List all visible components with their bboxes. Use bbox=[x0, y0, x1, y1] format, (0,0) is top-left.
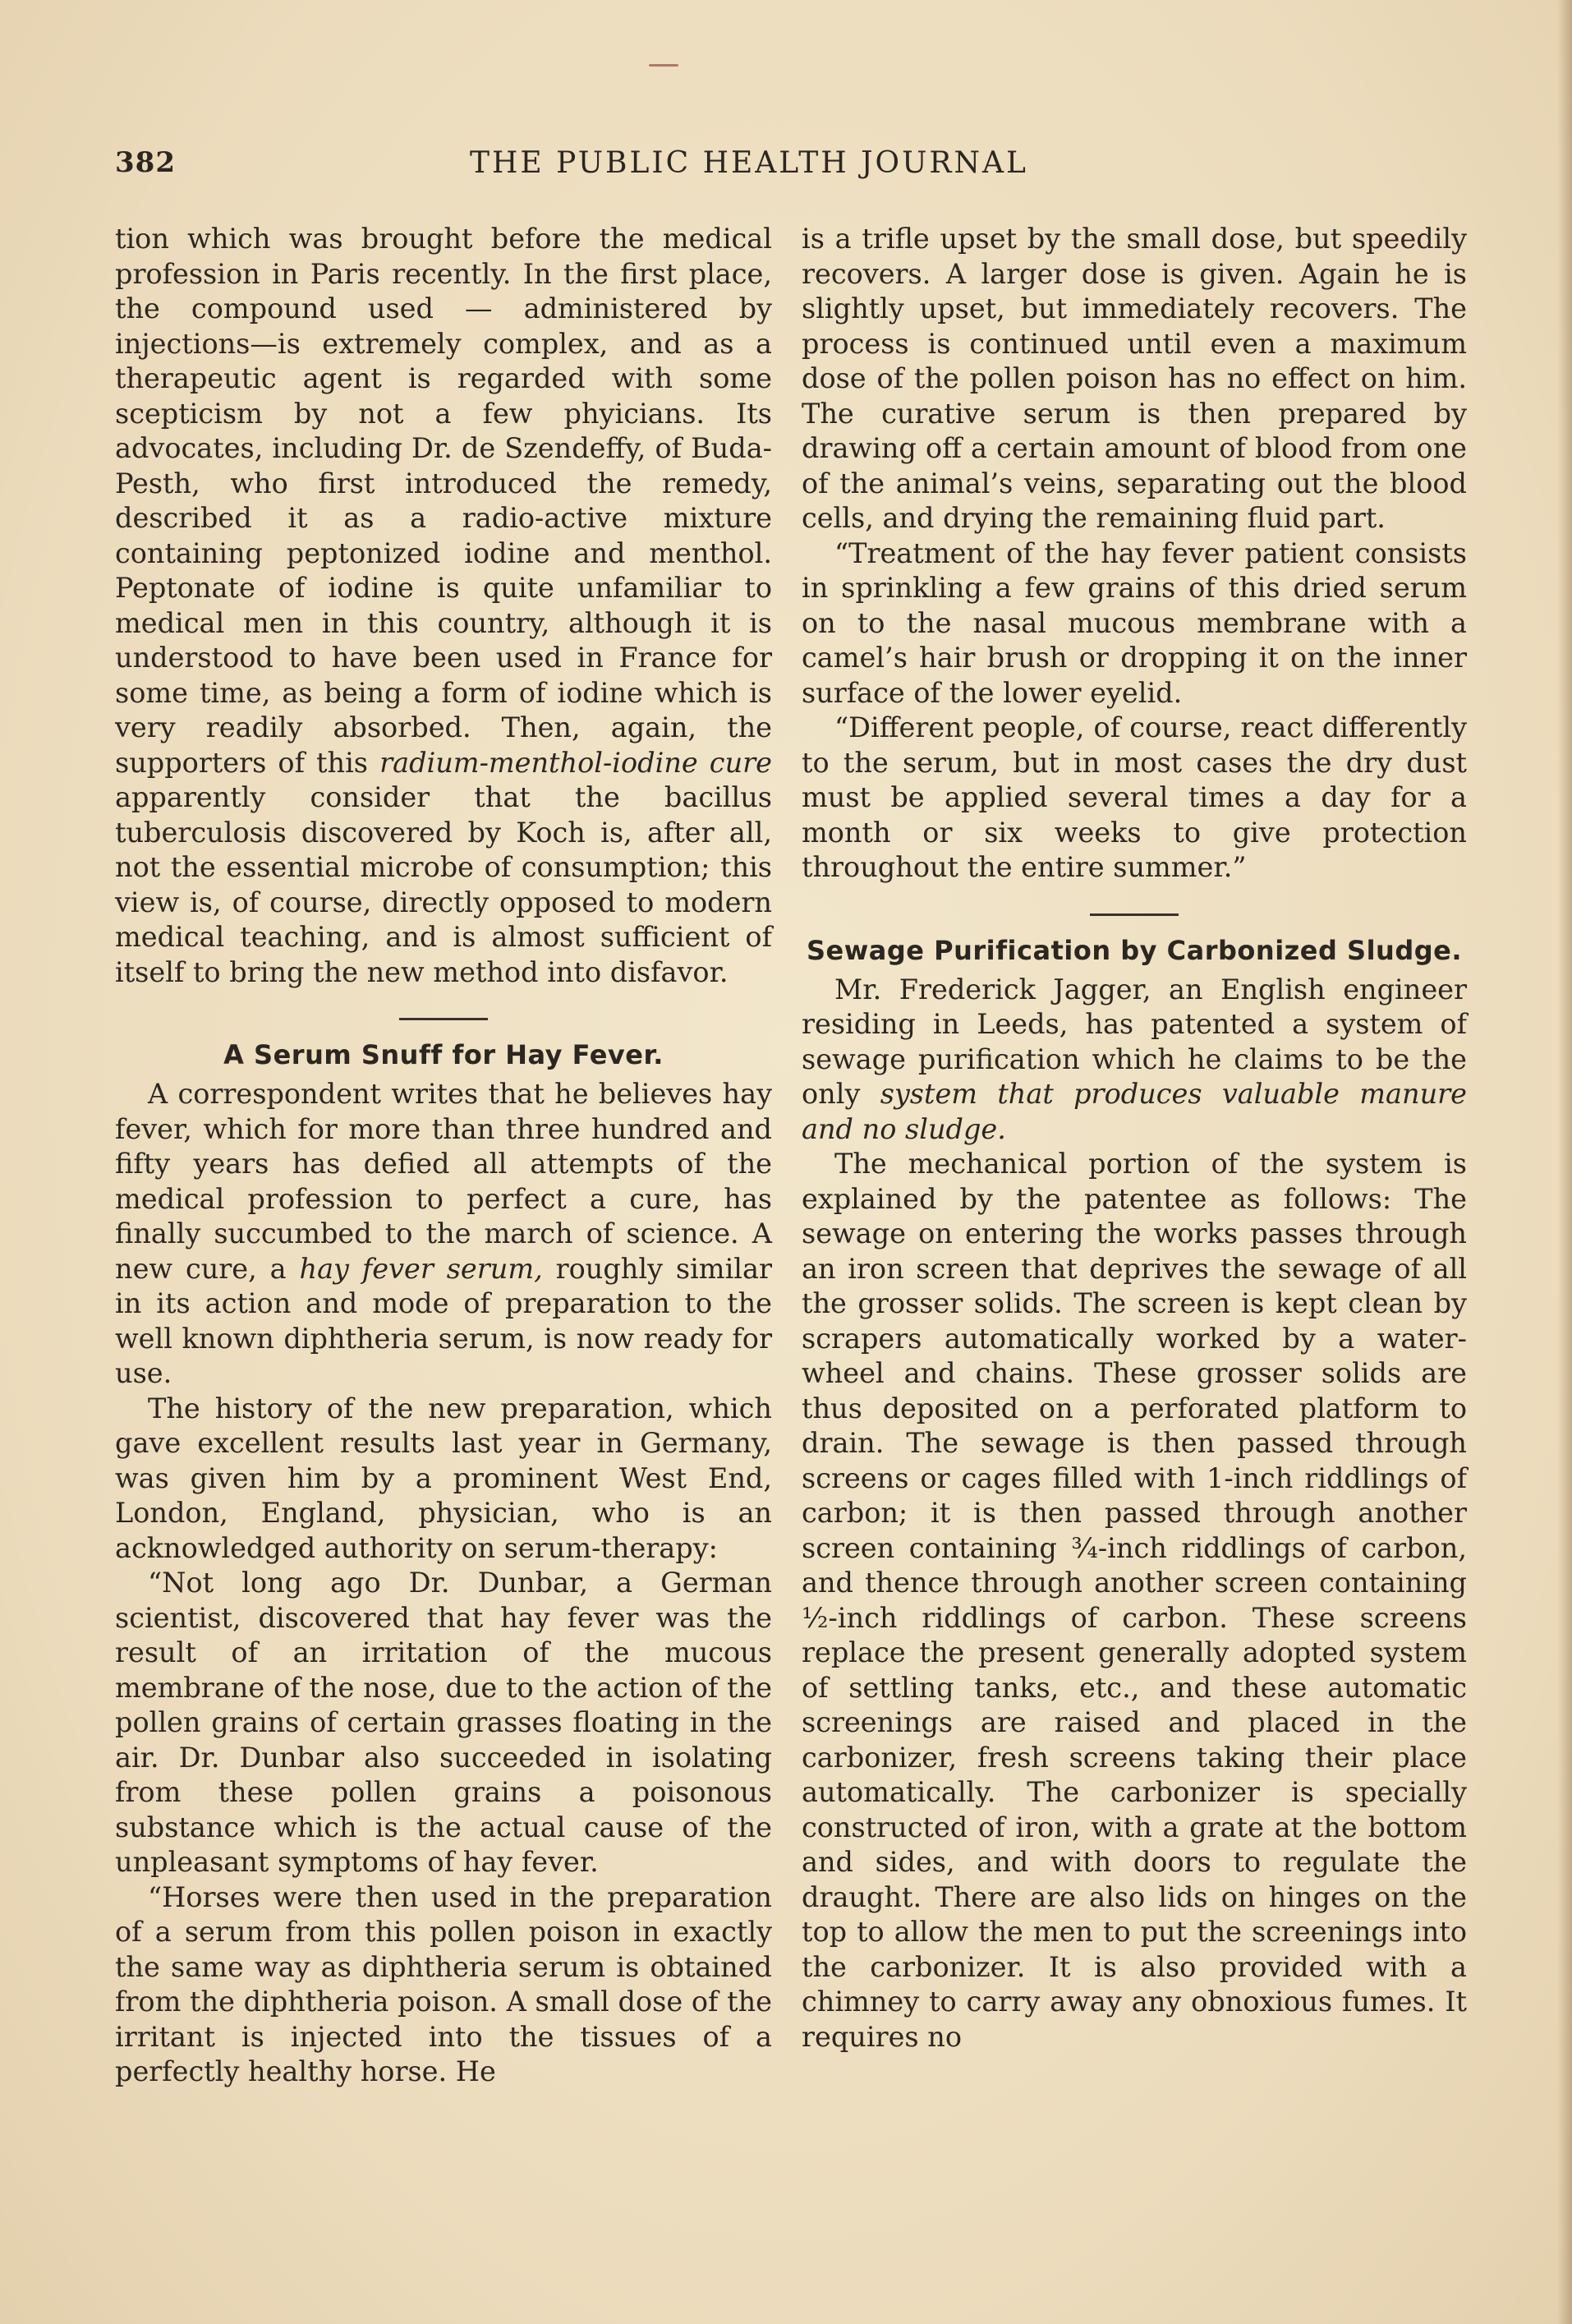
section-heading: Sewage Purification by Carbonized Sludge. bbox=[806, 934, 1462, 966]
right-column bbox=[802, 222, 1467, 2055]
italic-phrase: system that produces valuable manure and no sludge. bbox=[802, 1078, 1467, 1145]
section-heading: A Serum Snuff for Hay Fever. bbox=[223, 1039, 664, 1070]
paragraph: The mechanical portion of the system is explained by the patentee as follows: The sewage on entering the works passes through an iron screen that deprives the sewage of all the grosser solids. The screen is kept clean by scrapers automatically worked by a water-wheel and chains. These grosser solids are thus deposited on a perforated platform to drain. The sewage is then passed through screens or cages filled with 1-inch riddlings of carbon; it is then passed through another screen containing ¾-inch riddlings of carbon, and thence through another screen containing ½-inch riddlings of carbon. These screens replace the present generally adopted system of settling tanks, etc., and these automatic screenings are raised and placed in the carbonizer, fresh screens taking their place automatically. The carbonizer is specially constructed of iron, with a grate at the bottom and sides, and with doors to regulate the draught. There are also lids on hinges on the top to allow the men to put the screenings into the carbonizer. It is also provided with a chimney to carry away any obnoxious fumes. It requires no bbox=[802, 1148, 1467, 2053]
paragraph: The history of the new preparation, which gave excellent results last year in Germany, was given him by a prominent West End, London, England, physician, who is an acknowledged authority on serum-therapy: bbox=[115, 1392, 772, 1564]
section-divider bbox=[1090, 913, 1179, 916]
italic-phrase: radium-menthol-iodine cure bbox=[379, 746, 772, 779]
page-binding-shadow bbox=[1557, 0, 1572, 2324]
ink-mark bbox=[649, 64, 678, 67]
paragraph: “Horses were then used in the preparation of a serum from this pollen poison in exactly the same way as diphtheria serum is obtained from the diphtheria poison. A small dose of the irritant is injected into the tissues of a perfectly healthy horse. He bbox=[115, 1880, 772, 2087]
paragraph: is a trifle upset by the small dose, but speedily recovers. A larger dose is given. Again he is slightly upset, but immediately recovers. The process is continued until even a maximum dose of the pollen poison has no effect on him. The curative serum is then prepared by drawing off a certain amount of blood from one of the animal’s veins, separating out the blood cells, and drying the remaining fluid part. bbox=[802, 223, 1467, 534]
journal-title: THE PUBLIC HEALTH JOURNAL bbox=[470, 146, 1028, 180]
paragraph: tion which was brought before the medical profession in Paris recently. In the first place, the compound used — administered by injections—is extremely complex, and as a therapeutic agent is regarded with some scepticism by not a few phyicians. Its advocates, including Dr. de Szendeffy, of Buda-Pesth, who first introduced the remedy, described it as a radio-active mixture containing peptonized iodine and menthol. Peptonate of iodine is quite unfamiliar to medical men in this country, although it is understood to have been used in France for some time, as being a form of iodine which is very readily absorbed. Then, again, the supporters of this radium-menthol-iodine cure apparently consider that the bacillus tuberculosis discovered by Koch is, after all, not the essential microbe of consumption; this view is, of course, directly opposed to modern medical teaching, and is almost sufficient of itself to bring the new method into disfavor. bbox=[115, 223, 772, 988]
left-column bbox=[115, 222, 772, 2090]
paragraph: “Treatment of the hay fever patient consists in sprinkling a few grains of this dried serum on to the nasal mucous membrane with a camel’s hair brush or dropping it on the inner surface of the lower eyelid. bbox=[802, 536, 1467, 709]
paragraph: “Not long ago Dr. Dunbar, a German scientist, discovered that hay fever was the result of an irritation of the mucous membrane of the nose, due to the action of the pollen grains of certain grasses floating in the air. Dr. Dunbar also succeeded in isolating from these pollen grains a poisonous substance which is the actual cause of the unpleasant symptoms of hay fever. bbox=[115, 1567, 772, 1878]
paragraph: Mr. Frederick Jagger, an English engineer residing in Leeds, has patented a system of sewage purification which he claims to be the only system that produces valuable manure and no sludge. bbox=[802, 973, 1467, 1145]
section-divider bbox=[399, 1018, 488, 1020]
paragraph: “Different people, of course, react differently to the serum, but in most cases the dry dust must be applied several times a day for a month or six weeks to give protection throughout the entire summer.” bbox=[802, 711, 1467, 883]
running-header bbox=[0, 146, 1572, 187]
page-number: 382 bbox=[115, 146, 176, 179]
italic-phrase: hay fever serum, bbox=[299, 1252, 543, 1285]
paragraph: A correspondent writes that he believes hay fever, which for more than three hundred and fifty years has defied all attempts of the medical profession to perfect a cure, has finally succumbed to the march of science. A new cure, a hay fever serum, roughly similar in its action and mode of preparation to the well known diphtheria serum, is now ready for use. bbox=[115, 1078, 772, 1389]
